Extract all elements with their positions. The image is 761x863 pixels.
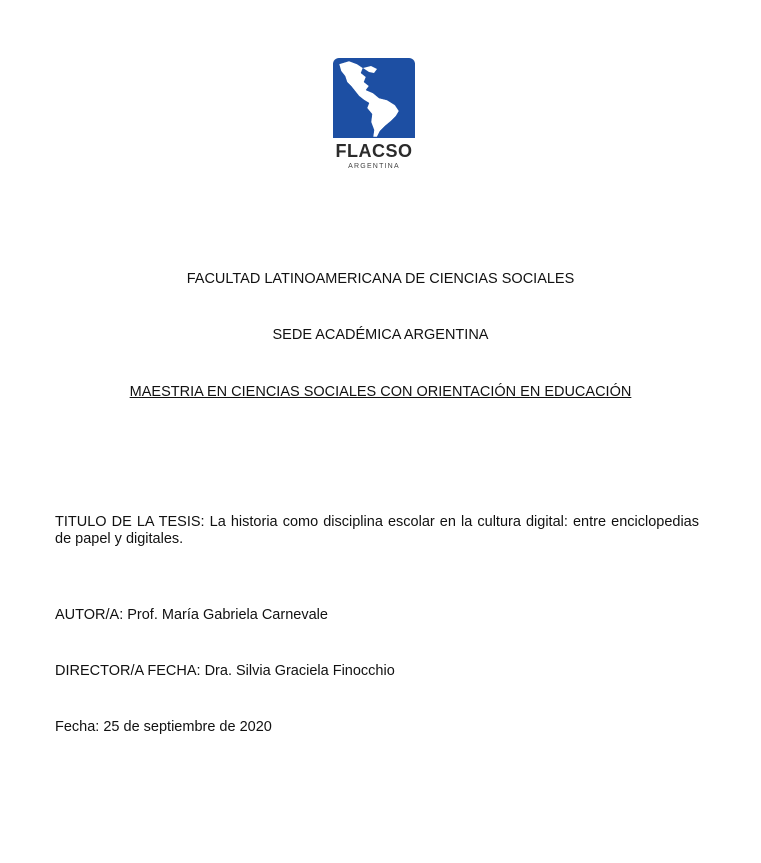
program-heading-text: MAESTRIA EN CIENCIAS SOCIALES CON ORIENTACIÓN EN EDUCACIÓN [129,384,632,400]
thesis-date: Fecha: 25 de septiembre de 2020 [55,719,272,735]
logo-subtitle: ARGENTINA [348,163,400,170]
logo-name: FLACSO [335,141,413,161]
americas-map-icon [333,58,415,138]
program-heading [0,383,761,401]
thesis-title: TITULO DE LA TESIS: La historia como disciplina escolar en la cultura digital: entre enciclopedias de papel y digitales. [55,514,699,547]
thesis-director: DIRECTOR/A FECHA: Dra. Silvia Graciela Finocchio [55,663,395,679]
flacso-logo [333,58,415,176]
institution-heading: FACULTAD LATINOAMERICANA DE CIENCIAS SOCIALES [186,271,575,287]
thesis-author: AUTOR/A: Prof. María Gabriela Carnevale [55,607,328,623]
seat-heading: SEDE ACADÉMICA ARGENTINA [272,327,489,343]
americas-map-graphic [333,58,415,138]
